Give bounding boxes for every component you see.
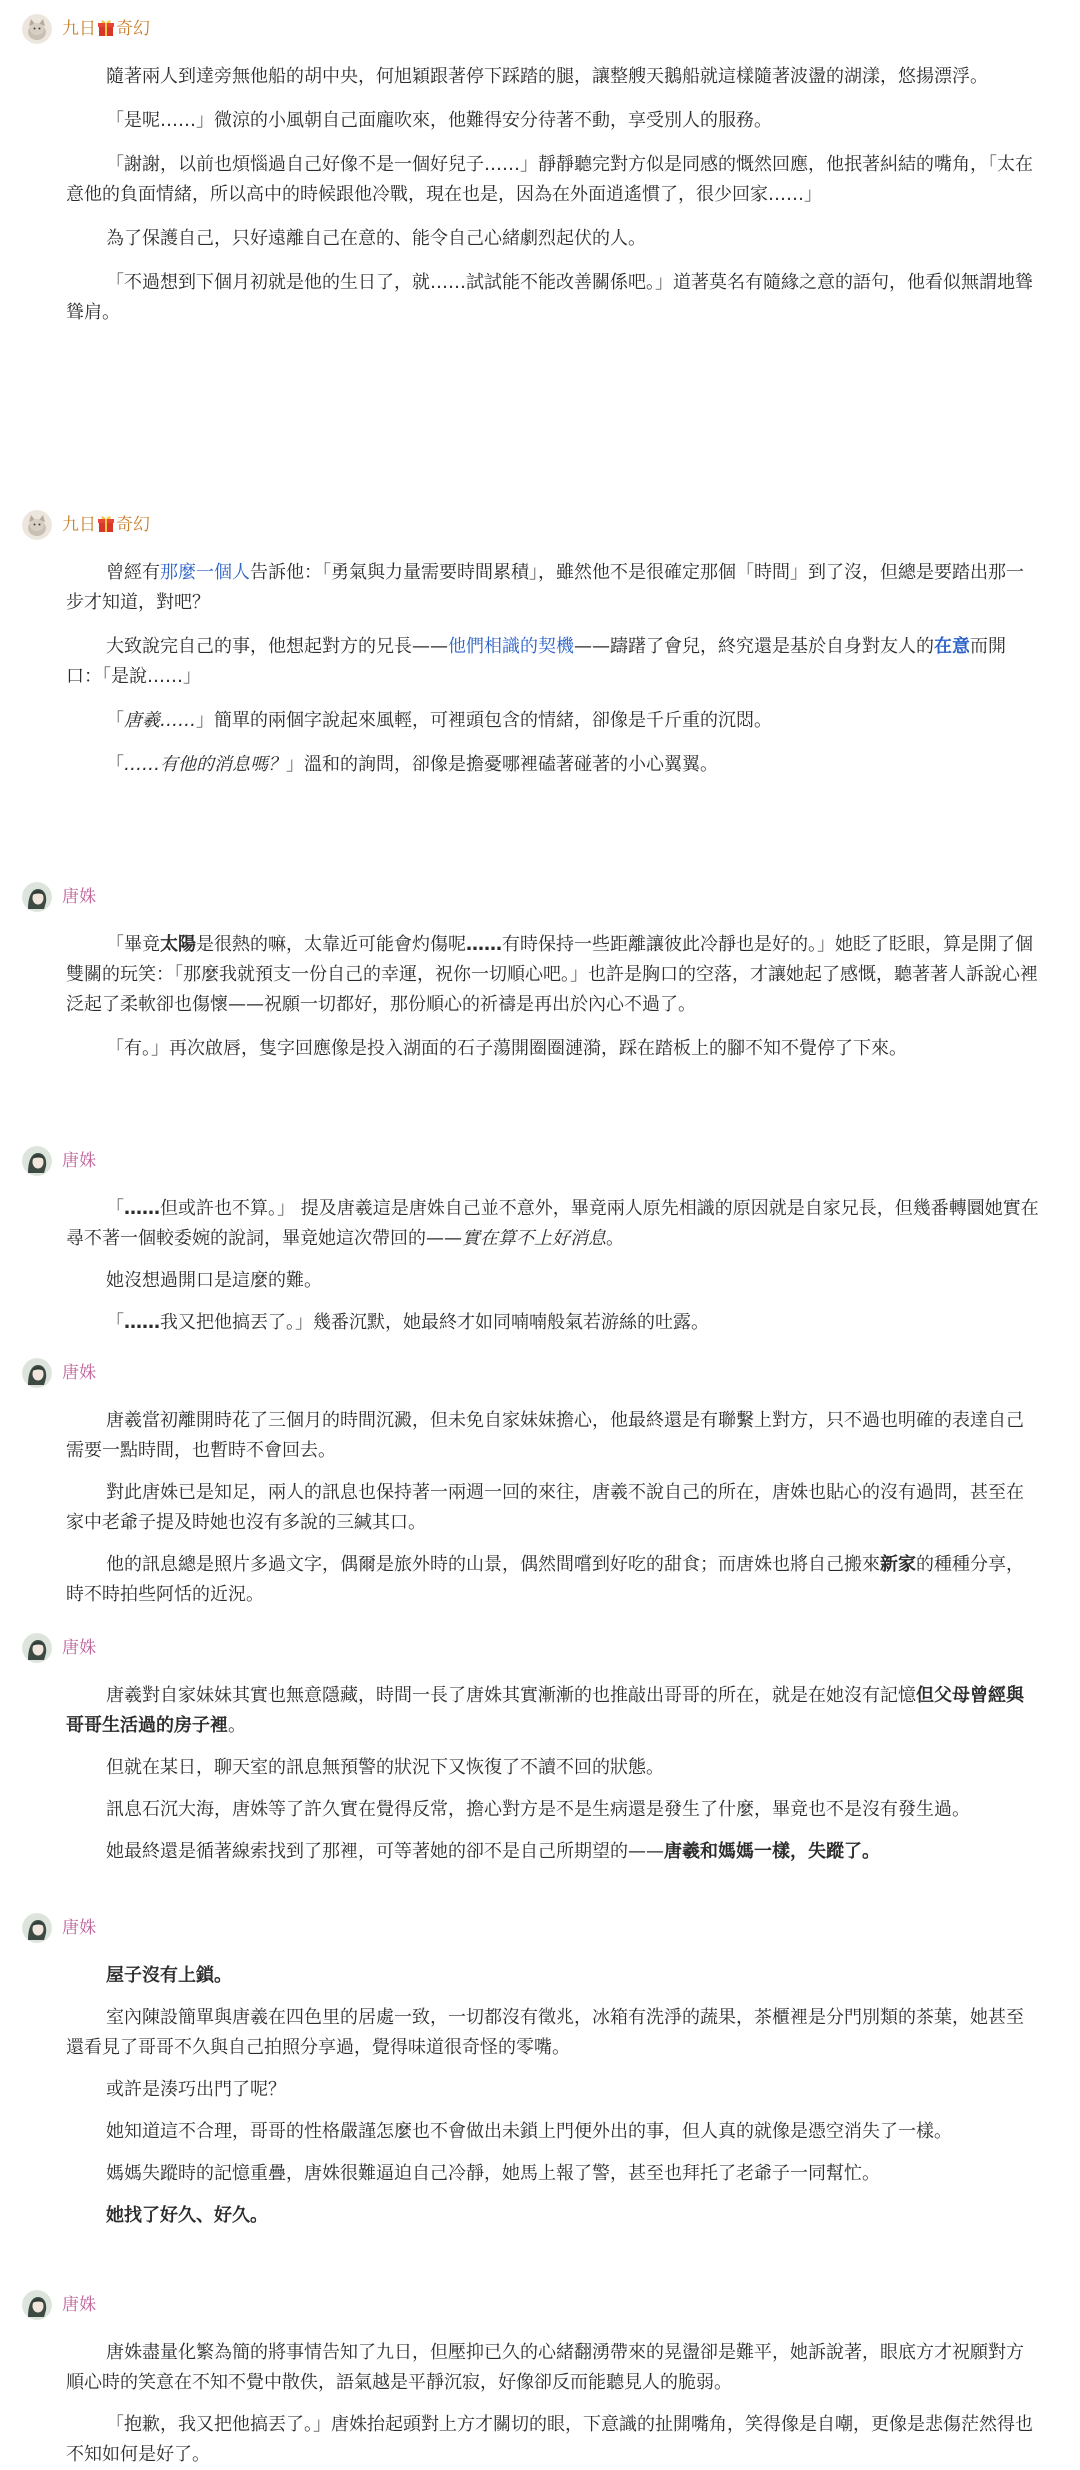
author-name-link[interactable] (62, 1362, 96, 1384)
text-span: 唐姝盡量化繁為簡的將事情告知了九日，但壓抑已久的心緒翻湧帶來的晃盪卻是難平，她訴說著，眼底方才祝願對方順心時的笑意在不知不覺中散佚，語氣越是平靜沉寂，好像卻反而能聽見人的脆弱。 (66, 2342, 1024, 2393)
text-span: 「是呢……」微涼的小風朝自己面龐吹來，他難得安分待著不動，享受別人的服務。 (106, 110, 772, 131)
text-span: 「 (106, 1312, 124, 1333)
post-paragraph (0, 268, 1080, 328)
author-name[interactable]: 唐姝 (62, 1918, 96, 1938)
author-name[interactable]: 九日 (62, 19, 96, 39)
post-paragraph (0, 1406, 1080, 1466)
text-span: 訊息石沉大海，唐姝等了許久實在覺得反常，擔心對方是不是生病還是發生了什麼，畢竟也不是沒有發生過。 (106, 1799, 970, 1820)
text-span: 而開口：「是說……」 (66, 636, 1006, 687)
cat-avatar-icon[interactable] (22, 14, 52, 44)
author-name[interactable]: 唐姝 (62, 2295, 96, 2315)
post-paragraph (0, 1837, 1080, 1867)
text-span: 但就在某日，聊天室的訊息無預警的狀況下又恢復了不讀不回的狀態。 (106, 1757, 664, 1778)
author-name-link[interactable] (62, 1917, 96, 1939)
text-span: 室內陳設簡單與唐羲在四色里的居處一致，一切都沒有徵兆，冰箱有洗淨的蔬果，茶櫃裡是分門別類的茶葉，她甚至還看見了哥哥不久與自己拍照分享過，覺得味道很奇怪的零嘴。 (66, 2007, 1024, 2058)
bold-text: 她找了好久、好久。 (106, 2205, 268, 2226)
text-span: 她最終還是循著線索找到了那裡，可等著她的卻不是自己所期望的—— (106, 1841, 664, 1862)
author-name[interactable]: 唐姝 (62, 1638, 96, 1658)
post-8 (0, 2290, 1080, 2470)
author-name-link[interactable] (62, 886, 96, 908)
girl-avatar-icon[interactable] (22, 1633, 52, 1663)
author-name-link[interactable] (62, 18, 150, 43)
text-span: ——躊躇了會兒，終究還是基於自身對友人的 (574, 636, 934, 657)
bold-text: …… (124, 1312, 160, 1333)
cat-avatar-icon[interactable] (22, 510, 52, 540)
post-header (0, 1913, 1080, 1953)
post-header (0, 882, 1080, 922)
text-span: 為了保護自己，只好遠離自己在意的、能令自己心緒劇烈起伏的人。 (106, 228, 646, 249)
gift-icon (98, 515, 114, 539)
post-paragraph (0, 2003, 1080, 2063)
post-4 (0, 1146, 1080, 1338)
inline-link-bold[interactable]: 在意 (934, 636, 970, 657)
text-span: 「 (106, 754, 124, 775)
text-span: 她知道這不合理，哥哥的性格嚴謹怎麼也不會做出未鎖上門便外出的事，但人真的就像是憑空消失了一樣。 (106, 2121, 952, 2142)
post-2 (0, 510, 1080, 780)
author-name-link[interactable] (62, 2294, 96, 2316)
text-span: 對此唐姝已是知足，兩人的訊息也保持著一兩週一回的來往，唐羲不說自己的所在，唐姝也貼心的沒有過問，甚至在家中老爺子提及時她也沒有多說的三緘其口。 (66, 1482, 1024, 1533)
post-paragraph (0, 750, 1080, 780)
text-span: 的種種分享，時不時拍些阿恬的近況。 (66, 1554, 1024, 1605)
girl-avatar-icon[interactable] (22, 1913, 52, 1943)
text-span: 大致說完自己的事，他想起對方的兄長—— (106, 636, 448, 657)
bold-text: …… (124, 1198, 160, 1219)
text-span: 媽媽失蹤時的記憶重疊，唐姝很難逼迫自己冷靜，她馬上報了警，甚至也拜托了老爺子一同幫忙。 (106, 2163, 880, 2184)
post-6 (0, 1633, 1080, 1867)
gift-icon (98, 19, 114, 43)
post-7 (0, 1913, 1080, 2231)
text-span: 「不過想到下個月初就是他的生日了，就……試試能不能改善關係吧。」道著莫名有隨緣之意的語句，他看似無謂地聳聳肩。 (66, 272, 1033, 323)
post-paragraph (0, 1478, 1080, 1538)
italic-text: 實在算不上好消息 (462, 1228, 606, 1249)
text-span: 但或許也不算。」 提及唐羲這是唐姝自己並不意外，畢竟兩人原先相識的原因就是自家兄長，但幾番轉圜她實在尋不著一個較委婉的說詞，畢竟她這次帶回的—— (66, 1198, 1039, 1249)
post-paragraph (0, 2338, 1080, 2398)
bold-text: …… (466, 934, 502, 955)
text-span: 」溫和的詢問，卻像是擔憂哪裡磕著碰著的小心翼翼。 (286, 754, 718, 775)
bold-text: 太陽 (160, 934, 196, 955)
post-paragraph (0, 1795, 1080, 1825)
post-paragraph (0, 1550, 1080, 1610)
girl-avatar-icon[interactable] (22, 1146, 52, 1176)
author-name[interactable]: 唐姝 (62, 1151, 96, 1171)
text-span: 他的訊息總是照片多過文字，偶爾是旅外時的山景，偶然間嚐到好吃的甜食；而唐姝也將自己搬來 (106, 1554, 880, 1575)
post-paragraph (0, 706, 1080, 736)
post-paragraph (0, 2201, 1080, 2231)
text-span: 「 (106, 710, 124, 731)
post-5 (0, 1358, 1080, 1610)
inline-link[interactable]: 那麼一個人 (160, 562, 250, 583)
post-paragraph (0, 632, 1080, 692)
post-paragraph (0, 1753, 1080, 1783)
post-paragraph (0, 106, 1080, 136)
text-span: 「謝謝，以前也煩惱過自己好像不是一個好兒子……」靜靜聽完對方似是同感的慨然回應，他抿著糾結的嘴角，「太在意他的負面情緒，所以高中的時候跟他冷戰，現在也是，因為在外面逍遙慣了，很少回家……」 (66, 154, 1033, 205)
text-span: 「抱歉，我又把他搞丟了。」唐姝抬起頭對上方才關切的眼，下意識的扯開嘴角，笑得像是自嘲，更像是悲傷茫然得也不知如何是好了。 (66, 2414, 1033, 2465)
text-span: 。 (606, 1228, 624, 1249)
bold-text: 屋子沒有上鎖。 (106, 1965, 232, 1986)
text-span: 「 (106, 1198, 124, 1219)
author-name[interactable]: 唐姝 (62, 887, 96, 907)
bold-text: 唐羲和媽媽一樣，失蹤了。 (664, 1841, 880, 1862)
bold-text: 新家 (880, 1554, 916, 1575)
post-paragraph (0, 2159, 1080, 2189)
text-span: 或許是湊巧出門了呢？ (106, 2079, 286, 2100)
text-span: 是很熱的嘛，太靠近可能會灼傷呢 (196, 934, 466, 955)
author-name-link[interactable] (62, 514, 150, 539)
text-span: 」簡單的兩個字說起來風輕，可裡頭包含的情緒，卻像是千斤重的沉悶。 (196, 710, 772, 731)
girl-avatar-icon[interactable] (22, 882, 52, 912)
post-paragraph (0, 1308, 1080, 1338)
post-paragraph (0, 558, 1080, 618)
post-paragraph (0, 62, 1080, 92)
inline-link[interactable]: 他們相識的契機 (448, 636, 574, 657)
post-header (0, 2290, 1080, 2330)
text-span: 「有。」再次啟唇，隻字回應像是投入湖面的石子蕩開圈圈漣漪，踩在踏板上的腳不知不覺停了下來。 (106, 1038, 907, 1059)
post-header (0, 1358, 1080, 1398)
post-header (0, 1146, 1080, 1186)
text-span: 有時保持一些距離讓彼此冷靜也是好的。」她眨了眨眼，算是開了個雙關的玩笑：「那麼我就預支一份自己的幸運，祝你一切順心吧。」也許是胸口的空落，才讓她起了感慨，聽著著人訴說心裡泛起了柔軟卻也傷懷——祝願一切都好，那份順心的祈禱是再出於內心不過了。 (66, 934, 1038, 1015)
post-header (0, 1633, 1080, 1673)
text-span: 唐羲當初離開時花了三個月的時間沉澱，但未免自家妹妹擔心，他最終還是有聯繫上對方，只不過也明確的表達自己需要一點時間，也暫時不會回去。 (66, 1410, 1024, 1461)
post-paragraph (0, 1266, 1080, 1296)
text-span: 她沒想過開口是這麼的難。 (106, 1270, 322, 1291)
post-paragraph (0, 2410, 1080, 2470)
author-name[interactable]: 唐姝 (62, 1363, 96, 1383)
post-header (0, 510, 1080, 550)
italic-text: ……有他的消息嗎？ (124, 754, 286, 775)
text-span: 。 (228, 1715, 246, 1736)
text-span: 告訴他：「勇氣與力量需要時間累積」，雖然他不是很確定那個「時間」到了沒，但總是要踏出那一步才知道，對吧？ (66, 562, 1024, 613)
post-header (0, 14, 1080, 54)
author-title[interactable]: 奇幻 (116, 19, 150, 39)
post-paragraph (0, 1681, 1080, 1741)
post-paragraph (0, 150, 1080, 210)
post-1 (0, 14, 1080, 328)
text-span: 「畢竟 (106, 934, 160, 955)
bold-text: 但父母曾經與哥哥生活過的房子裡 (66, 1685, 1024, 1736)
text-span: 隨著兩人到達旁無他船的胡中央，何旭穎跟著停下踩踏的腿，讓整艘天鵝船就這樣隨著波盪的湖漾，悠揚漂浮。 (106, 66, 988, 87)
post-3 (0, 882, 1080, 1064)
author-title[interactable]: 奇幻 (116, 515, 150, 535)
author-name-link[interactable] (62, 1150, 96, 1172)
girl-avatar-icon[interactable] (22, 1358, 52, 1388)
girl-avatar-icon[interactable] (22, 2290, 52, 2320)
post-paragraph (0, 1961, 1080, 1991)
post-paragraph (0, 1034, 1080, 1064)
text-span: 我又把他搞丟了。」幾番沉默，她最終才如同喃喃般氣若游絲的吐露。 (160, 1312, 709, 1333)
italic-text: 唐羲…… (124, 710, 196, 731)
author-name-link[interactable] (62, 1637, 96, 1659)
text-span: 曾經有 (106, 562, 160, 583)
text-span: 唐羲對自家妹妹其實也無意隱藏，時間一長了唐姝其實漸漸的也推敲出哥哥的所在，就是在她沒有記憶 (106, 1685, 916, 1706)
post-paragraph (0, 930, 1080, 1020)
author-name[interactable]: 九日 (62, 515, 96, 535)
post-paragraph (0, 1194, 1080, 1254)
post-paragraph (0, 224, 1080, 254)
post-paragraph (0, 2075, 1080, 2105)
post-paragraph (0, 2117, 1080, 2147)
